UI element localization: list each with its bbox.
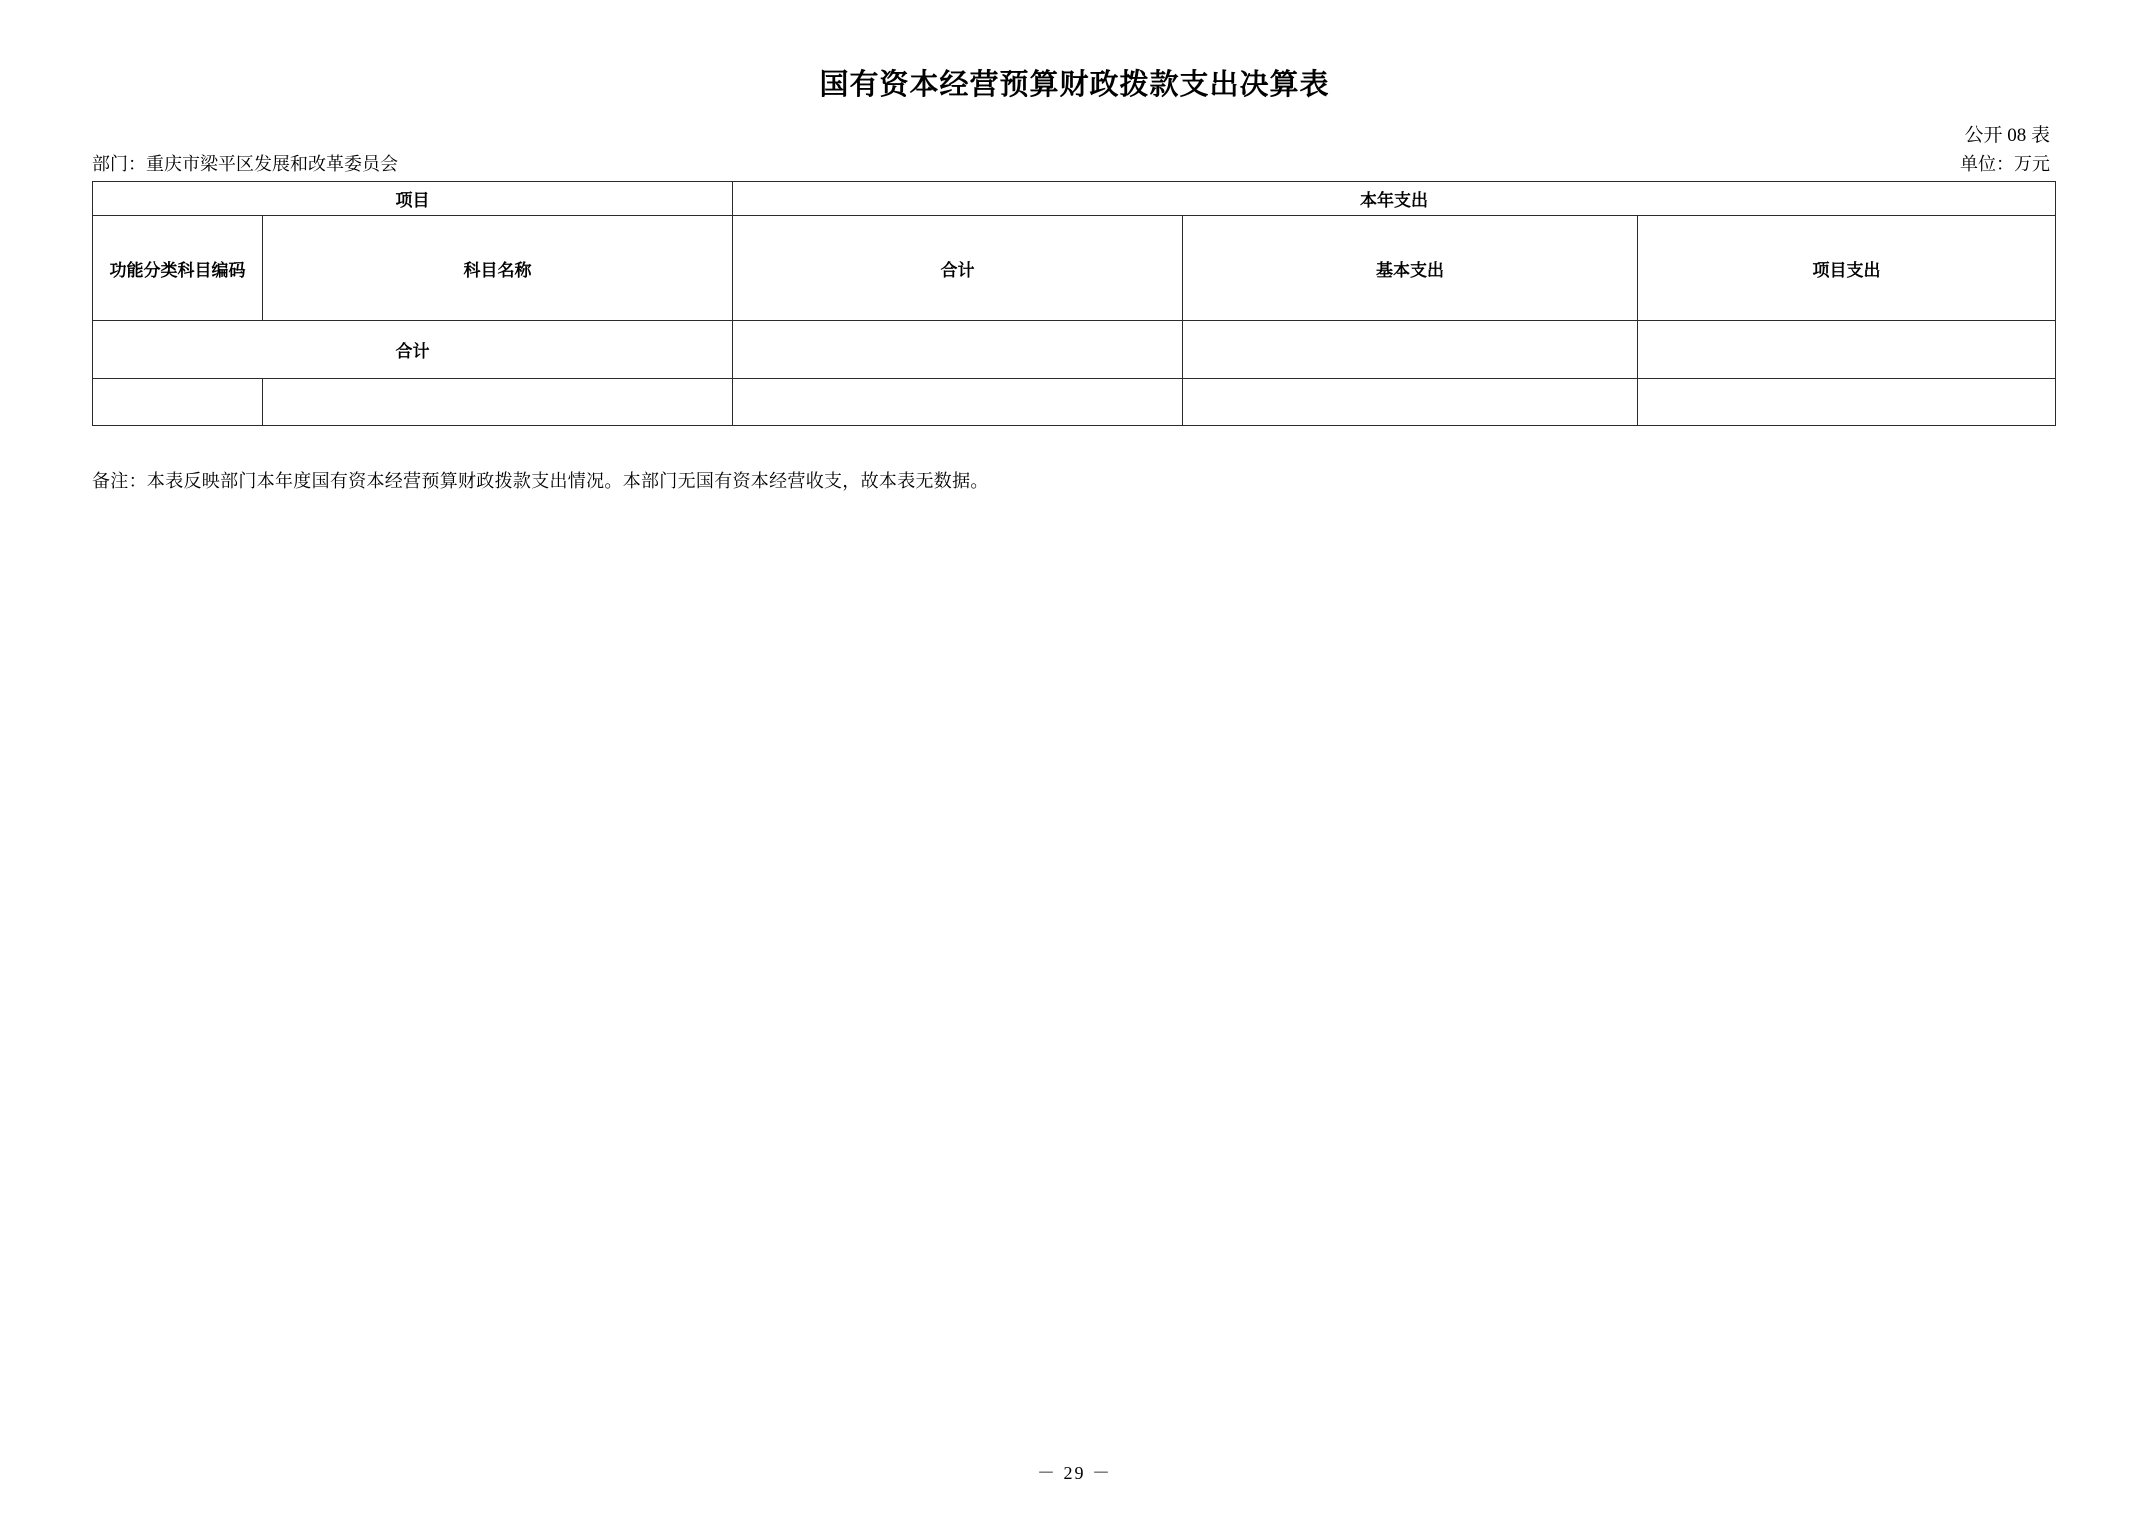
column-header-subject-name: 科目名称	[263, 216, 733, 321]
cell-name	[263, 379, 733, 426]
table-header-group-row	[93, 182, 2056, 216]
page-title: 国有资本经营预算财政拨款支出决算表	[819, 69, 1330, 101]
cell-total-sum	[733, 321, 1183, 379]
cell-code	[93, 379, 263, 426]
footer-page-number: － 29 －	[1037, 1463, 1112, 1483]
cell-sum	[733, 379, 1183, 426]
cell-basic	[1183, 379, 1638, 426]
cell-total-project	[1638, 321, 2056, 379]
header-group-project: 项目	[93, 182, 733, 216]
table-row	[93, 321, 2056, 379]
table-row	[93, 379, 2056, 426]
table-header-row	[93, 216, 2056, 321]
cell-total-basic	[1183, 321, 1638, 379]
form-code-label: 公开 08 表	[1964, 125, 2050, 146]
row-label-total: 合计	[93, 321, 733, 379]
department-label: 部门：重庆市梁平区发展和改革委员会	[92, 154, 398, 174]
column-header-basic-expenditure: 基本支出	[1183, 216, 1638, 321]
cell-project	[1638, 379, 2056, 426]
column-header-total: 合计	[733, 216, 1183, 321]
table-remark	[92, 467, 989, 493]
column-header-function-code: 功能分类科目编码	[93, 216, 263, 321]
remark-label: 备注：	[92, 471, 147, 491]
unit-label: 单位：万元	[1960, 154, 2050, 174]
remark-text: 本表反映部门本年度国有资本经营预算财政拨款支出情况。本部门无国有资本经营收支，故本表无数据。	[146, 471, 989, 491]
column-header-project-expenditure: 项目支出	[1638, 216, 2056, 321]
budget-expenditure-table	[92, 181, 2056, 426]
header-group-current-year: 本年支出	[733, 182, 2056, 216]
